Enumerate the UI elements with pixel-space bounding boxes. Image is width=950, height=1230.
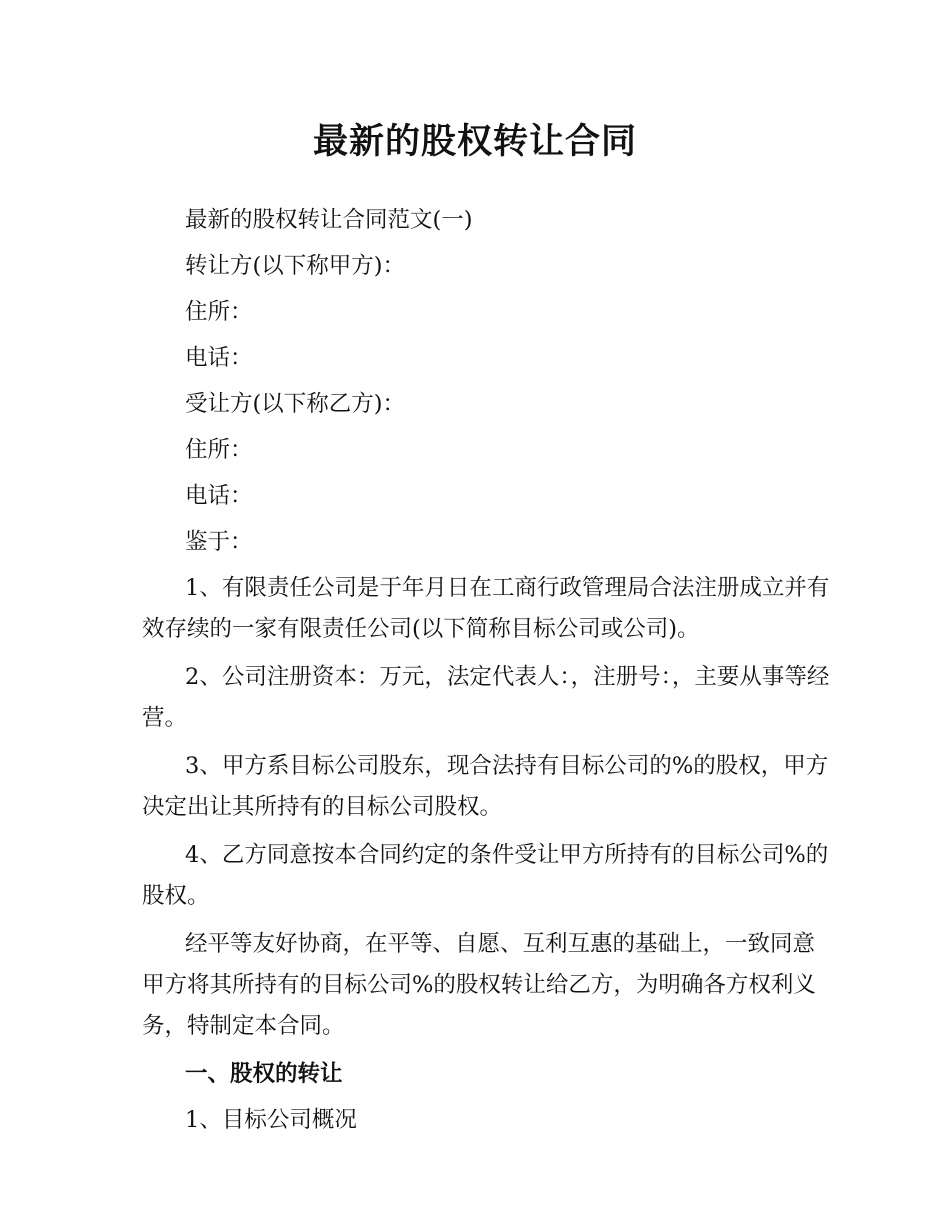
document-body [142,200,832,1146]
subtitle-line: 最新的股权转让合同范文(一) [185,207,473,233]
party-a-label: 转让方(以下称甲方)： [185,253,406,279]
section-item: 1、目标公司概况 [185,1107,357,1133]
party-a-phone: 电话： [185,345,253,371]
party-a-address: 住所： [185,299,253,325]
clause-paragraph-2: 2、公司注册资本：万元，法定代表人：，注册号：，主要从事等经营。 [142,664,830,731]
section-heading: 一、股权的转让 [185,1061,343,1087]
agreement-paragraph: 经平等友好协商，在平等、自愿、互利互惠的基础上，一致同意甲方将其所持有的目标公司%的股权转让给乙方，为明确各方权利义务，特制定本合同。 [142,931,816,1039]
party-b-phone: 电话： [185,483,253,509]
party-b-address: 住所： [185,437,253,463]
party-b-label: 受让方(以下称乙方)： [185,391,406,417]
clause-paragraph-1: 1、有限责任公司是于年月日在工商行政管理局合法注册成立并有效存续的一家有限责任公司(以下简称目标公司或公司)。 [142,575,830,642]
clause-paragraph-3: 3、甲方系目标公司股东，现合法持有目标公司的%的股权，甲方决定出让其所持有的目标公司股权。 [142,753,829,820]
clause-paragraph-4: 4、乙方同意按本合同约定的条件受让甲方所持有的目标公司%的股权。 [142,842,829,909]
document-title: 最新的股权转让合同 [312,122,637,162]
whereas-label: 鉴于： [185,529,253,555]
